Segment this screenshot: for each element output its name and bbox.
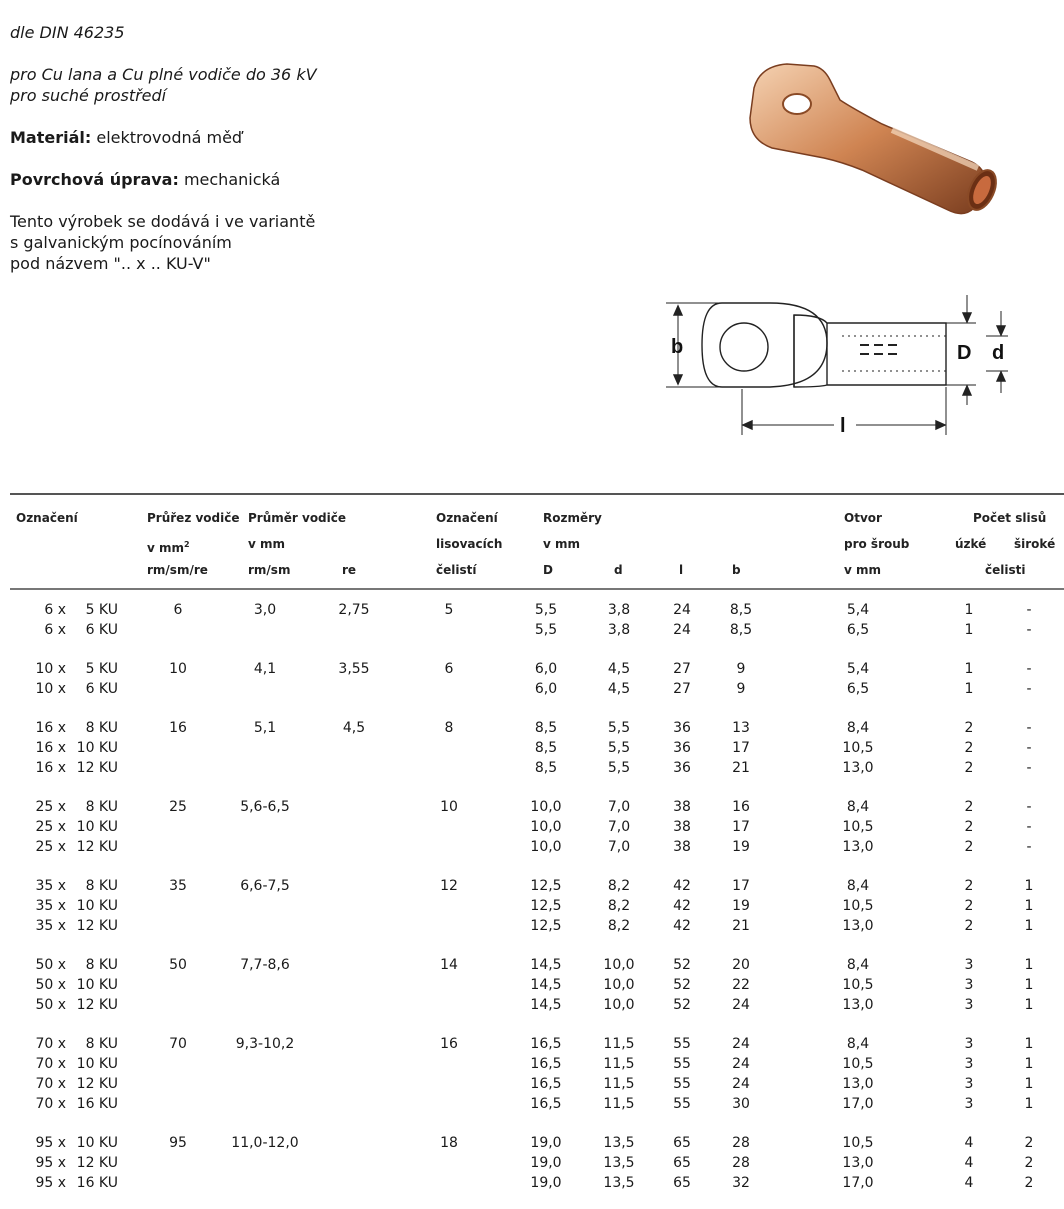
cell-D: 10,0 [530,819,562,835]
cell-c1: 50 x [35,977,66,993]
cell-hole: 13,0 [842,760,874,776]
header-diameter-re: re [342,563,357,577]
cell-cs: 6 [173,602,183,618]
cell-c2: 10 KU [76,977,118,993]
cell-D: 16,5 [530,1036,562,1052]
cell-D: 12,5 [530,918,562,934]
cell-l: 42 [673,878,691,894]
cell-l: 42 [673,918,691,934]
cell-c2: 10 KU [76,819,118,835]
cell-c2: 5 KU [85,602,118,618]
cell-hole: 17,0 [842,1175,874,1191]
cell-d: 10,0 [603,977,635,993]
cell-wide: 1 [1024,997,1034,1013]
cell-l: 36 [673,720,691,736]
cell-narrow: 2 [964,740,974,756]
cell-narrow: 3 [964,1036,974,1052]
cell-b: 24 [732,997,750,1013]
cell-cs: 50 [169,957,187,973]
surface-label: Povrchová úprava: [10,170,179,189]
cell-c1: 70 x [35,1056,66,1072]
cell-D: 12,5 [530,878,562,894]
cell-c1: 35 x [35,878,66,894]
cell-b: 9 [736,681,746,697]
header-crimps-jaws: čelisti [985,563,1026,577]
note-line-2: s galvanickým pocínováním [10,233,232,252]
cell-hole: 5,4 [846,602,870,618]
header-dim-d: d [614,563,623,577]
material-line [10,127,317,148]
cell-hole: 5,4 [846,661,870,677]
cell-hole: 13,0 [842,1155,874,1171]
cell-l: 55 [673,1036,691,1052]
cell-narrow: 2 [964,878,974,894]
cell-l: 36 [673,760,691,776]
cell-c2: 10 KU [76,898,118,914]
header-jaws: Označení [436,511,498,525]
cell-c2: 8 KU [85,799,118,815]
cell-narrow: 1 [964,622,974,638]
header-designation: Označení [16,511,78,525]
usage-line-1: pro Cu lana a Cu plné vodiče do 36 kV [10,65,317,84]
cell-wide: 1 [1024,878,1034,894]
cell-D: 10,0 [530,839,562,855]
dim-D-label: D [957,342,972,364]
cell-l: 52 [673,977,691,993]
cell-d: 11,5 [603,1096,635,1112]
cell-d: 5,5 [607,760,631,776]
cell-d: 5,5 [607,720,631,736]
cell-l: 65 [673,1155,691,1171]
cell-wide: 2 [1024,1155,1034,1171]
table-header-rule [10,588,1064,590]
cell-c2: 5 KU [85,661,118,677]
cell-D: 6,0 [534,681,558,697]
cell-D: 16,5 [530,1056,562,1072]
cell-l: 55 [673,1076,691,1092]
dim-b-label: b [671,336,684,358]
cell-D: 19,0 [530,1155,562,1171]
material-label: Materiál: [10,128,92,147]
cell-l: 55 [673,1056,691,1072]
cell-c2: 12 KU [76,997,118,1013]
cell-d: 8,2 [607,878,631,894]
cell-c1: 10 x [35,661,66,677]
cell-narrow: 2 [964,839,974,855]
cell-hole: 13,0 [842,839,874,855]
cell-l: 38 [673,839,691,855]
cell-dia: 6,6-7,5 [240,878,290,894]
cell-d: 7,0 [607,819,631,835]
cell-hole: 10,5 [842,898,874,914]
cell-d: 8,2 [607,918,631,934]
cell-d: 8,2 [607,898,631,914]
cell-dia: 4,1 [253,661,277,677]
cell-c2: 12 KU [76,760,118,776]
cell-d: 4,5 [607,681,631,697]
standard-line: dle DIN 46235 [10,23,125,42]
cell-l: 42 [673,898,691,914]
cell-D: 5,5 [534,622,558,638]
header-diameter: Průměr vodiče [248,511,347,525]
cell-c1: 16 x [35,740,66,756]
cell-hole: 10,5 [842,1056,874,1072]
header-jaws-2: lisovacích [436,537,503,551]
header-crimps-wide: široké [1014,537,1056,551]
cell-c2: 8 KU [85,878,118,894]
cell-re: 2,75 [338,602,370,618]
cell-hole: 8,4 [846,957,870,973]
cell-c2: 12 KU [76,1155,118,1171]
cell-c1: 35 x [35,918,66,934]
cell-narrow: 2 [964,799,974,815]
cell-dia: 11,0-12,0 [231,1135,299,1151]
cell-b: 9 [736,661,746,677]
cell-cs: 95 [169,1135,187,1151]
header-dimensions-unit: v mm [543,537,581,551]
cell-narrow: 2 [964,898,974,914]
cell-c1: 70 x [35,1096,66,1112]
cell-l: 36 [673,740,691,756]
dim-d-label: d [992,342,1005,364]
cell-b: 21 [732,760,750,776]
cell-l: 55 [673,1096,691,1112]
cell-l: 24 [673,622,691,638]
header-dim-l: l [679,563,684,577]
cell-l: 65 [673,1175,691,1191]
cell-cs: 16 [169,720,187,736]
cell-b: 16 [732,799,750,815]
cell-D: 10,0 [530,799,562,815]
cell-re: 3,55 [338,661,370,677]
cell-b: 28 [732,1135,750,1151]
cell-c2: 8 KU [85,720,118,736]
cell-jaw: 8 [444,720,454,736]
cell-narrow: 2 [964,760,974,776]
cell-l: 38 [673,819,691,835]
cell-re: 4,5 [342,720,366,736]
cell-c2: 10 KU [76,1135,118,1151]
cell-c1: 25 x [35,819,66,835]
cell-d: 10,0 [603,997,635,1013]
intro-block [10,22,317,274]
cell-b: 19 [732,898,750,914]
cell-c2: 16 KU [76,1096,118,1112]
cable-lug-photo [742,58,1017,228]
cell-l: 65 [673,1135,691,1151]
cell-wide: - [1026,622,1032,638]
cell-c1: 6 x [44,602,66,618]
cell-wide: 2 [1024,1175,1034,1191]
cell-c1: 95 x [35,1155,66,1171]
cell-l: 52 [673,997,691,1013]
cell-hole: 13,0 [842,997,874,1013]
cell-b: 24 [732,1076,750,1092]
cell-narrow: 4 [964,1135,974,1151]
cell-wide: - [1026,740,1032,756]
cell-c2: 6 KU [85,681,118,697]
cell-c1: 50 x [35,957,66,973]
cell-wide: 2 [1024,1135,1034,1151]
cell-wide: 1 [1024,1056,1034,1072]
cell-jaw: 10 [440,799,458,815]
cell-wide: 1 [1024,898,1034,914]
note-line-3: pod názvem ".. x .. KU-V" [10,254,211,273]
cell-c1: 25 x [35,839,66,855]
cell-dia: 3,0 [253,602,277,618]
cell-b: 24 [732,1056,750,1072]
header-cross-section-types: rm/sm/re [147,563,208,577]
cell-b: 13 [732,720,750,736]
cell-b: 32 [732,1175,750,1191]
cell-l: 27 [673,681,691,697]
cell-b: 24 [732,1036,750,1052]
cell-wide: 1 [1024,1076,1034,1092]
header-dim-D: D [543,563,553,577]
cell-b: 21 [732,918,750,934]
cell-D: 14,5 [530,977,562,993]
cell-l: 27 [673,661,691,677]
cell-narrow: 2 [964,918,974,934]
cell-hole: 13,0 [842,1076,874,1092]
cell-dia: 5,6-6,5 [240,799,290,815]
header-hole-2: pro šroub [844,537,910,551]
cell-b: 17 [732,878,750,894]
cell-jaw: 16 [440,1036,458,1052]
cell-b: 8,5 [729,602,753,618]
cell-b: 20 [732,957,750,973]
cell-c1: 6 x [44,622,66,638]
usage-line-2: pro suché prostředí [10,86,167,105]
cell-c1: 95 x [35,1175,66,1191]
cell-hole: 6,5 [846,681,870,697]
cell-c1: 10 x [35,681,66,697]
table-top-rule [10,493,1064,495]
cell-d: 7,0 [607,839,631,855]
header-hole: Otvor [844,511,882,525]
cell-hole: 10,5 [842,1135,874,1151]
cell-c2: 8 KU [85,957,118,973]
cell-D: 6,0 [534,661,558,677]
cell-b: 22 [732,977,750,993]
cell-narrow: 3 [964,1096,974,1112]
cell-d: 3,8 [607,622,631,638]
cell-c1: 16 x [35,760,66,776]
cell-jaw: 6 [444,661,454,677]
cell-D: 14,5 [530,957,562,973]
cell-b: 30 [732,1096,750,1112]
cell-hole: 13,0 [842,918,874,934]
cell-d: 5,5 [607,740,631,756]
cell-wide: 1 [1024,1096,1034,1112]
cell-narrow: 3 [964,977,974,993]
cell-D: 19,0 [530,1135,562,1151]
cell-wide: 1 [1024,918,1034,934]
cell-wide: - [1026,661,1032,677]
cell-hole: 8,4 [846,799,870,815]
cell-b: 17 [732,819,750,835]
cell-d: 7,0 [607,799,631,815]
cell-d: 4,5 [607,661,631,677]
cell-hole: 10,5 [842,740,874,756]
cell-c2: 6 KU [85,622,118,638]
cell-l: 38 [673,799,691,815]
cell-D: 14,5 [530,997,562,1013]
cell-narrow: 3 [964,1076,974,1092]
technical-drawing [662,293,1014,438]
cell-b: 8,5 [729,622,753,638]
cell-c2: 10 KU [76,740,118,756]
cell-D: 16,5 [530,1076,562,1092]
surface-line [10,169,317,190]
cell-c2: 12 KU [76,1076,118,1092]
cell-dia: 5,1 [253,720,277,736]
cell-hole: 10,5 [842,819,874,835]
cell-wide: - [1026,799,1032,815]
cell-d: 13,5 [603,1135,635,1151]
cell-l: 52 [673,957,691,973]
cell-wide: - [1026,760,1032,776]
cell-wide: 1 [1024,977,1034,993]
cell-narrow: 3 [964,1056,974,1072]
cell-jaw: 12 [440,878,458,894]
header-jaws-3: čelistí [436,563,477,577]
cell-c2: 16 KU [76,1175,118,1191]
cell-D: 8,5 [534,760,558,776]
cell-b: 17 [732,740,750,756]
dim-l-label: l [840,415,846,437]
cell-D: 8,5 [534,720,558,736]
cell-hole: 8,4 [846,878,870,894]
cell-narrow: 2 [964,720,974,736]
cell-b: 19 [732,839,750,855]
cell-c1: 70 x [35,1036,66,1052]
cell-hole: 8,4 [846,1036,870,1052]
cell-d: 13,5 [603,1175,635,1191]
cell-c1: 50 x [35,997,66,1013]
cell-jaw: 5 [444,602,454,618]
cell-c1: 95 x [35,1135,66,1151]
cell-c2: 12 KU [76,839,118,855]
header-dimensions: Rozměry [543,511,602,525]
cell-d: 11,5 [603,1036,635,1052]
cell-jaw: 18 [440,1135,458,1151]
cell-hole: 17,0 [842,1096,874,1112]
cell-cs: 70 [169,1036,187,1052]
cell-D: 8,5 [534,740,558,756]
cell-D: 16,5 [530,1096,562,1112]
cell-wide: - [1026,602,1032,618]
cell-c2: 10 KU [76,1056,118,1072]
header-cross-section: Průřez vodiče [147,511,240,525]
cell-D: 5,5 [534,602,558,618]
cell-narrow: 1 [964,661,974,677]
cell-c2: 8 KU [85,1036,118,1052]
cell-narrow: 3 [964,997,974,1013]
cell-wide: 1 [1024,957,1034,973]
header-diameter-rmsm: rm/sm [248,563,291,577]
cell-wide: 1 [1024,1036,1034,1052]
cell-d: 11,5 [603,1076,635,1092]
note-line-1: Tento výrobek se dodává i ve variantě [10,212,316,231]
header-crimps-narrow: úzké [955,537,987,551]
cell-c2: 12 KU [76,918,118,934]
cell-narrow: 3 [964,957,974,973]
header-dim-b: b [732,563,741,577]
cell-c1: 16 x [35,720,66,736]
cell-cs: 10 [169,661,187,677]
cell-d: 3,8 [607,602,631,618]
cell-c1: 35 x [35,898,66,914]
cell-narrow: 4 [964,1175,974,1191]
cell-d: 11,5 [603,1056,635,1072]
cell-wide: - [1026,720,1032,736]
header-cross-section-unit: v $mm^2$ [147,540,190,555]
material-value: elektrovodná měď [91,128,243,147]
header-crimps: Počet slisů [973,511,1047,525]
cell-b: 28 [732,1155,750,1171]
cell-cs: 35 [169,878,187,894]
cell-jaw: 14 [440,957,458,973]
cell-hole: 10,5 [842,977,874,993]
cell-cs: 25 [169,799,187,815]
surface-value: mechanická [178,170,281,189]
header-diameter-unit: v mm [248,537,286,551]
cell-narrow: 1 [964,602,974,618]
cell-hole: 8,4 [846,720,870,736]
cell-d: 13,5 [603,1155,635,1171]
cell-dia: 7,7-8,6 [240,957,290,973]
cell-c1: 25 x [35,799,66,815]
cell-D: 19,0 [530,1175,562,1191]
header-hole-3: v mm [844,563,882,577]
cell-l: 24 [673,602,691,618]
cell-wide: - [1026,819,1032,835]
cell-wide: - [1026,839,1032,855]
cell-narrow: 1 [964,681,974,697]
cell-c1: 70 x [35,1076,66,1092]
cell-narrow: 4 [964,1155,974,1171]
cell-hole: 6,5 [846,622,870,638]
cell-D: 12,5 [530,898,562,914]
cell-wide: - [1026,681,1032,697]
cell-narrow: 2 [964,819,974,835]
cell-d: 10,0 [603,957,635,973]
cell-dia: 9,3-10,2 [235,1036,295,1052]
